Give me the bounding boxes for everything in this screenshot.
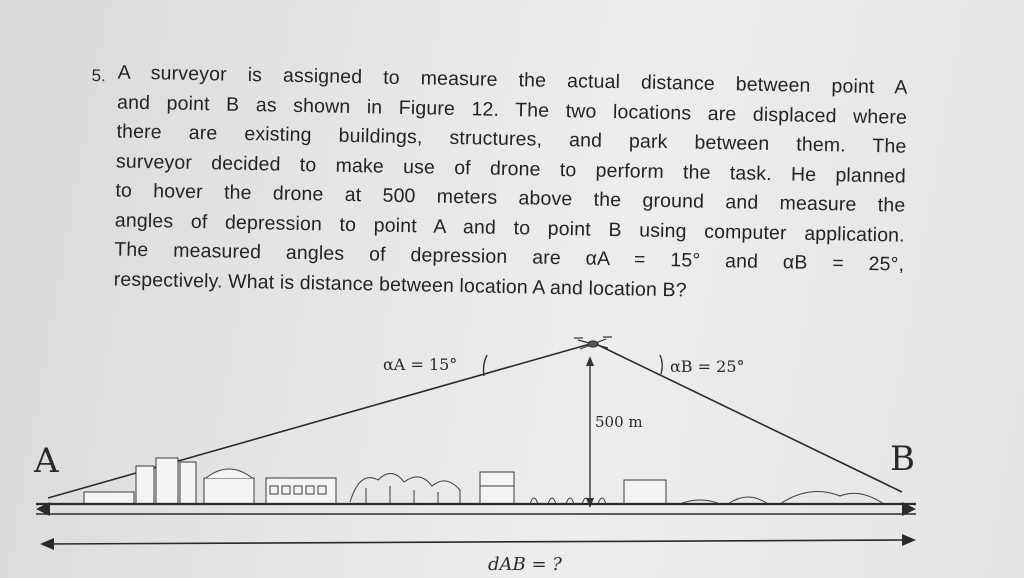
distance-arrow-left (40, 538, 54, 550)
point-a-label: A (34, 441, 59, 481)
figure-12 (0, 320, 1024, 578)
height-label: 500 m (595, 413, 643, 431)
distance-label: dAB = ? (488, 554, 562, 575)
angle-arc-b (660, 355, 662, 374)
height-arrow-top (586, 356, 594, 366)
problem-line-8: respectively. What is distance between location A and location B? (113, 267, 687, 301)
problem-line-5: to hover the drone at 500 meters above the ground and measure the (115, 179, 906, 217)
trees-illustration (350, 473, 884, 504)
problem-line-6: angles of depression to point A and to point B using computer application. (114, 208, 905, 247)
problem-text (113, 58, 907, 309)
problem-number: 5. (91, 65, 107, 86)
buildings-illustration (84, 458, 666, 504)
problem-line-4: surveyor decided to make use of drone to perform the task. He planned (115, 149, 907, 188)
distance-arrow-right (902, 534, 916, 546)
problem-line-3: there are existing buildings, structures, and park between them. The (116, 120, 907, 158)
point-b-label: B (890, 439, 915, 479)
problem-line-2: and point B as shown in Figure 12. The two locations are displaced where (116, 90, 908, 129)
angle-b-label: αB = 25° (670, 357, 745, 376)
problem-line-7: The measured angles of depression are αA = 15° and αB = 25°, (114, 238, 905, 276)
distance-line (44, 540, 912, 544)
problem-line-1: A surveyor is assigned to measure the actual distance between point A (117, 61, 908, 99)
problem-5 (91, 58, 922, 301)
angle-a-label: αA = 15° (383, 355, 458, 374)
